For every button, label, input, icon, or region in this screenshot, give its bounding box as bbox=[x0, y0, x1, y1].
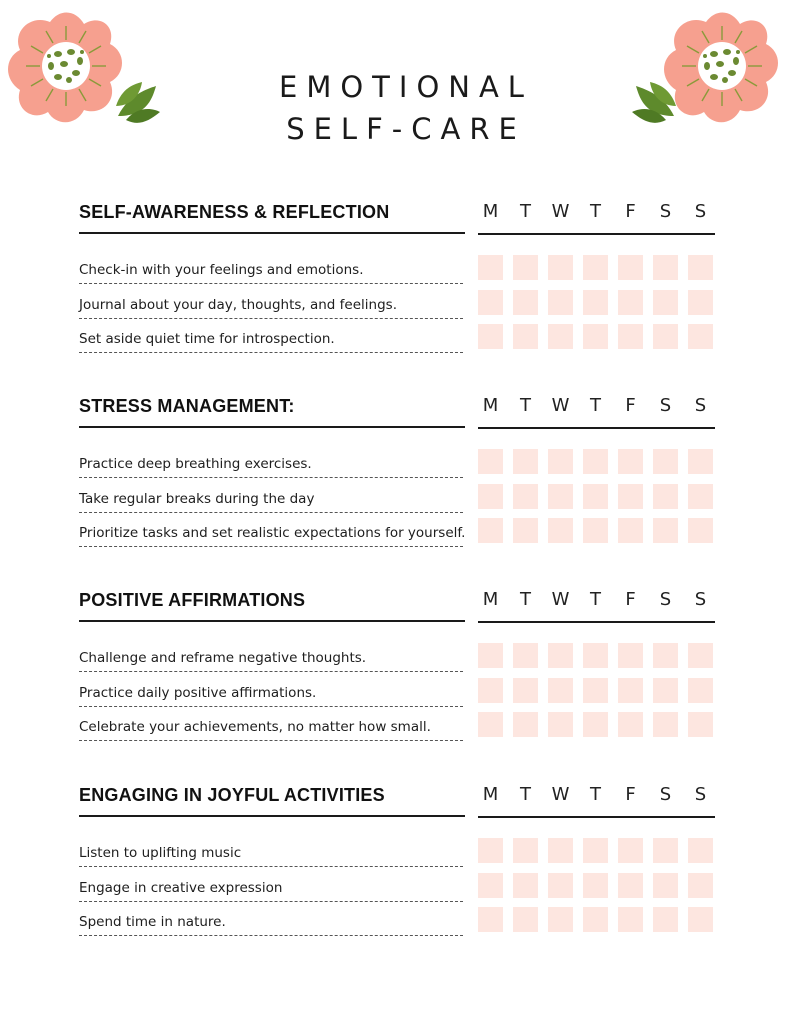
section-heading: POSITIVE AFFIRMATIONS bbox=[79, 590, 465, 622]
weekday-header bbox=[478, 785, 715, 818]
task-label: Listen to uplifting music bbox=[79, 845, 242, 861]
day-checkbox[interactable] bbox=[548, 518, 573, 543]
day-checkbox[interactable] bbox=[478, 484, 503, 509]
day-checkbox[interactable] bbox=[583, 255, 608, 280]
day-checkbox[interactable] bbox=[513, 643, 538, 668]
day-checkbox[interactable] bbox=[618, 518, 643, 543]
weekday-label: T bbox=[590, 201, 601, 222]
day-checkbox[interactable] bbox=[618, 907, 643, 932]
day-checkbox[interactable] bbox=[618, 678, 643, 703]
task-row bbox=[79, 673, 463, 707]
day-checkbox[interactable] bbox=[618, 484, 643, 509]
day-checkbox[interactable] bbox=[548, 290, 573, 315]
task-row bbox=[79, 479, 463, 513]
task-row bbox=[79, 250, 463, 284]
day-checkbox[interactable] bbox=[688, 873, 713, 898]
day-checkbox[interactable] bbox=[583, 518, 608, 543]
task-label: Check-in with your feelings and emotions. bbox=[79, 262, 364, 278]
day-checkbox[interactable] bbox=[548, 838, 573, 863]
day-checkbox[interactable] bbox=[618, 873, 643, 898]
section-heading: SELF-AWARENESS & REFLECTION bbox=[79, 202, 465, 234]
day-checkbox[interactable] bbox=[478, 290, 503, 315]
day-checkbox[interactable] bbox=[653, 484, 678, 509]
day-checkbox[interactable] bbox=[688, 290, 713, 315]
task-label: Take regular breaks during the day bbox=[79, 490, 315, 507]
task-label: Engage in creative expression bbox=[79, 879, 283, 896]
weekday-label: F bbox=[625, 201, 636, 222]
day-checkbox[interactable] bbox=[513, 712, 538, 737]
day-checkbox[interactable] bbox=[618, 643, 643, 668]
day-checkbox[interactable] bbox=[618, 324, 643, 349]
weekday-label: W bbox=[551, 589, 570, 610]
weekday-label: W bbox=[551, 201, 570, 222]
day-checkbox[interactable] bbox=[618, 290, 643, 315]
weekday-label: S bbox=[659, 201, 672, 222]
task-row bbox=[79, 285, 463, 319]
day-checkbox[interactable] bbox=[653, 907, 678, 932]
day-checkbox[interactable] bbox=[653, 838, 678, 863]
weekday-label: T bbox=[520, 589, 531, 610]
day-checkbox[interactable] bbox=[478, 712, 503, 737]
day-checkbox[interactable] bbox=[583, 290, 608, 315]
day-checkbox[interactable] bbox=[688, 678, 713, 703]
weekday-label: S bbox=[659, 589, 672, 610]
task-label: Practice deep breathing exercises. bbox=[79, 456, 312, 472]
day-checkbox[interactable] bbox=[478, 838, 503, 863]
day-checkbox[interactable] bbox=[618, 712, 643, 737]
day-checkbox[interactable] bbox=[478, 518, 503, 543]
section bbox=[0, 202, 794, 392]
day-checkbox[interactable] bbox=[583, 324, 608, 349]
day-checkbox[interactable] bbox=[548, 678, 573, 703]
dashed-write-line bbox=[79, 352, 463, 353]
day-checkbox[interactable] bbox=[688, 712, 713, 737]
weekday-header bbox=[478, 396, 715, 429]
day-checkbox[interactable] bbox=[688, 643, 713, 668]
task-label: Challenge and reframe negative thoughts. bbox=[79, 650, 367, 666]
day-checkbox[interactable] bbox=[478, 907, 503, 932]
task-row bbox=[79, 444, 463, 478]
weekday-label: S bbox=[659, 395, 672, 416]
day-checkbox[interactable] bbox=[653, 324, 678, 349]
weekday-label: S bbox=[694, 201, 707, 222]
day-checkbox[interactable] bbox=[618, 255, 643, 280]
task-label: Celebrate your achievements, no matter how small. bbox=[79, 719, 431, 735]
weekday-label: F bbox=[625, 784, 636, 805]
weekday-label: T bbox=[520, 395, 531, 416]
task-row bbox=[79, 902, 463, 936]
task-label: Practice daily positive affirmations. bbox=[79, 684, 317, 701]
weekday-label: T bbox=[520, 784, 531, 805]
day-checkbox[interactable] bbox=[653, 290, 678, 315]
weekday-label: S bbox=[659, 784, 672, 805]
weekday-label: F bbox=[625, 395, 636, 416]
weekday-label: M bbox=[482, 201, 499, 222]
day-checkbox[interactable] bbox=[513, 324, 538, 349]
day-checkbox[interactable] bbox=[653, 518, 678, 543]
section-heading: STRESS MANAGEMENT: bbox=[79, 396, 465, 428]
task-label: Prioritize tasks and set realistic expectations for yourself. bbox=[79, 525, 466, 541]
task-label: Set aside quiet time for introspection. bbox=[79, 331, 335, 347]
day-checkbox[interactable] bbox=[478, 449, 503, 474]
weekday-label: M bbox=[482, 589, 499, 610]
day-checkbox[interactable] bbox=[583, 678, 608, 703]
weekday-label: T bbox=[520, 201, 531, 222]
weekday-header bbox=[478, 590, 715, 623]
weekday-label: T bbox=[590, 784, 601, 805]
day-checkbox[interactable] bbox=[583, 838, 608, 863]
task-row bbox=[79, 319, 463, 353]
day-checkbox[interactable] bbox=[583, 907, 608, 932]
task-row bbox=[79, 513, 466, 547]
day-checkbox[interactable] bbox=[513, 484, 538, 509]
day-checkbox[interactable] bbox=[583, 643, 608, 668]
day-checkbox[interactable] bbox=[548, 712, 573, 737]
weekday-label: S bbox=[694, 589, 707, 610]
day-checkbox[interactable] bbox=[478, 255, 503, 280]
day-checkbox[interactable] bbox=[688, 838, 713, 863]
section bbox=[0, 785, 794, 975]
day-checkbox[interactable] bbox=[688, 449, 713, 474]
day-checkbox[interactable] bbox=[653, 643, 678, 668]
dashed-write-line bbox=[79, 546, 463, 547]
dashed-write-line bbox=[79, 740, 463, 741]
dashed-write-line bbox=[79, 935, 463, 936]
day-checkbox[interactable] bbox=[513, 290, 538, 315]
section-heading: ENGAGING IN JOYFUL ACTIVITIES bbox=[79, 785, 465, 817]
day-checkbox[interactable] bbox=[548, 484, 573, 509]
page-title-line-2: SELF-CARE bbox=[286, 112, 526, 146]
weekday-label: F bbox=[625, 589, 636, 610]
day-checkbox[interactable] bbox=[688, 484, 713, 509]
task-row bbox=[79, 638, 463, 672]
day-checkbox[interactable] bbox=[653, 712, 678, 737]
day-checkbox[interactable] bbox=[653, 449, 678, 474]
day-checkbox[interactable] bbox=[548, 643, 573, 668]
day-checkbox[interactable] bbox=[513, 907, 538, 932]
day-checkbox[interactable] bbox=[548, 449, 573, 474]
section bbox=[0, 396, 794, 586]
day-checkbox[interactable] bbox=[513, 678, 538, 703]
day-checkbox[interactable] bbox=[688, 324, 713, 349]
weekday-label: T bbox=[590, 589, 601, 610]
day-checkbox[interactable] bbox=[548, 873, 573, 898]
day-checkbox[interactable] bbox=[548, 255, 573, 280]
day-checkbox[interactable] bbox=[513, 838, 538, 863]
day-checkbox[interactable] bbox=[478, 873, 503, 898]
day-checkbox[interactable] bbox=[513, 449, 538, 474]
day-checkbox[interactable] bbox=[583, 873, 608, 898]
task-row bbox=[79, 868, 463, 902]
weekday-label: M bbox=[482, 784, 499, 805]
day-checkbox[interactable] bbox=[583, 449, 608, 474]
weekday-header bbox=[478, 202, 715, 235]
day-checkbox[interactable] bbox=[513, 518, 538, 543]
day-checkbox[interactable] bbox=[478, 324, 503, 349]
weekday-label: W bbox=[551, 784, 570, 805]
weekday-label: M bbox=[482, 395, 499, 416]
day-checkbox[interactable] bbox=[653, 873, 678, 898]
weekday-label: W bbox=[551, 395, 570, 416]
section bbox=[0, 590, 794, 780]
day-checkbox[interactable] bbox=[478, 643, 503, 668]
day-checkbox[interactable] bbox=[688, 255, 713, 280]
day-checkbox[interactable] bbox=[583, 712, 608, 737]
page-title-line-1: EMOTIONAL bbox=[279, 70, 533, 104]
task-label: Spend time in nature. bbox=[79, 914, 226, 930]
weekday-label: S bbox=[694, 784, 707, 805]
day-checkbox[interactable] bbox=[618, 449, 643, 474]
task-row bbox=[79, 707, 463, 741]
task-row bbox=[79, 833, 463, 867]
weekday-label: T bbox=[590, 395, 601, 416]
day-checkbox[interactable] bbox=[583, 484, 608, 509]
day-checkbox[interactable] bbox=[688, 907, 713, 932]
day-checkbox[interactable] bbox=[478, 678, 503, 703]
day-checkbox[interactable] bbox=[653, 678, 678, 703]
day-checkbox[interactable] bbox=[513, 873, 538, 898]
weekday-label: S bbox=[694, 395, 707, 416]
day-checkbox[interactable] bbox=[548, 324, 573, 349]
task-label: Journal about your day, thoughts, and feelings. bbox=[79, 296, 397, 313]
day-checkbox[interactable] bbox=[618, 838, 643, 863]
day-checkbox[interactable] bbox=[653, 255, 678, 280]
day-checkbox[interactable] bbox=[548, 907, 573, 932]
day-checkbox[interactable] bbox=[513, 255, 538, 280]
day-checkbox[interactable] bbox=[688, 518, 713, 543]
